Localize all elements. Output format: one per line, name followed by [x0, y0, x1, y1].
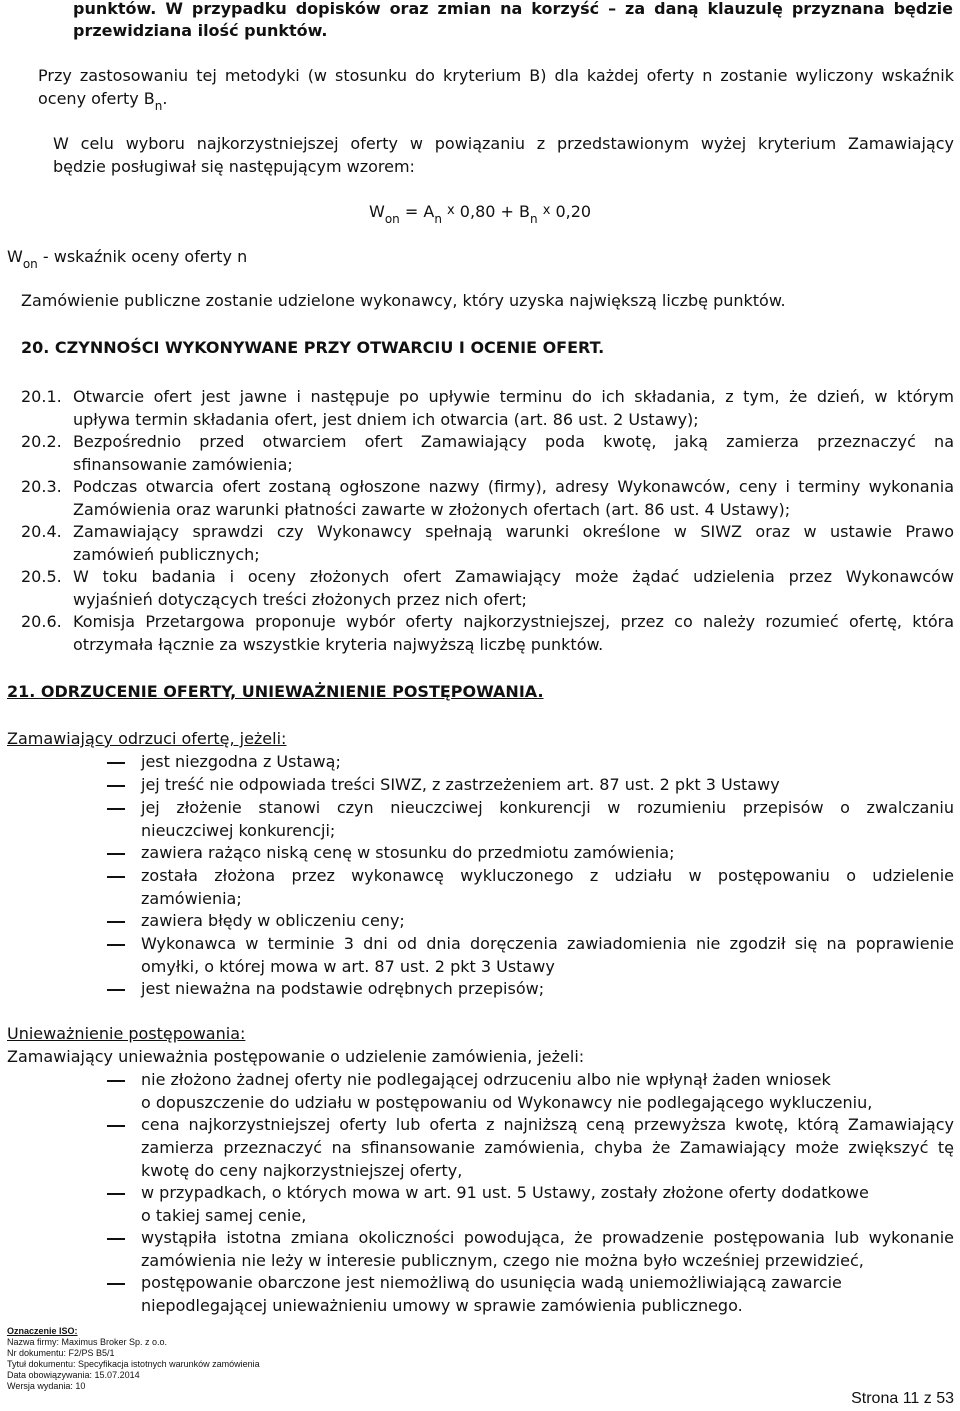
dash-bullet — [107, 921, 125, 923]
item-line: Otwarcie ofert jest jawne i następuje po upływie terminu do ich składania, z tym, że dzień, w którym — [73, 387, 954, 406]
item-line: wyjaśnień dotyczących treści złożonych przez nich ofert; — [73, 590, 527, 609]
item-line: Zamówienia oraz warunki płatności zawarte w złożonych ofertach (art. 86 ust. 4 Ustawy); — [73, 500, 791, 519]
cancel-item: niepodlegającej unieważnieniu umowy w sprawie zamówienia publicznego. — [141, 1296, 743, 1315]
reject-item: jest niezgodna z Ustawą; — [141, 752, 341, 771]
cancel-item: zamówienia nie leży w interesie publicznym, czego nie można było wcześniej przewidzieć, — [141, 1251, 864, 1270]
reject-item: jest nieważna na podstawie odrębnych przepisów; — [141, 979, 545, 998]
item-line: W toku badania i oceny złożonych ofert Zamawiający może żądać udzielenia przez Wykonawców — [73, 567, 954, 586]
reject-intro: Zamawiający odrzuci ofertę, jeżeli: — [7, 729, 287, 748]
formula: $W_{on} = A_n$ x $0,80 + B_n$ x 0,20 — [369, 202, 592, 226]
footer-valid-date: Data obowiązywania: 15.07.2014 — [7, 1370, 140, 1380]
item-line: Komisja Przetargowa proponuje wybór oferty najkorzystniejszej, przez co należy rozumieć ofertę, która — [73, 612, 954, 631]
item-line: Podczas otwarcia ofert zostaną ogłoszone nazwy (firmy), adresy Wykonawców, ceny i terminy wykonania — [73, 477, 954, 496]
item-number: 20.3. — [21, 477, 62, 496]
dash-bullet — [107, 1080, 125, 1082]
cancel-intro: Zamawiający unieważnia postępowanie o udzielenie zamówienia, jeżeli: — [7, 1047, 585, 1066]
page-number: Strona 11 z 53 — [851, 1390, 954, 1407]
dash-bullet — [107, 989, 125, 991]
reject-item: zawiera błędy w obliczeniu ceny; — [141, 911, 405, 930]
item-line: otrzymała łącznie za wszystkie kryteria najwyższą liczbę punktów. — [73, 635, 604, 654]
cancel-item: nie złożono żadnej oferty nie podlegającej odrzuceniu albo nie wpłynął żaden wniosek — [141, 1070, 831, 1089]
footer-iso-label: Oznaczenie ISO: — [7, 1326, 78, 1336]
item-line: sfinansowanie zamówienia; — [73, 455, 293, 474]
dash-bullet — [107, 944, 125, 946]
cancel-item: zamierza przeznaczyć na sfinansowanie zamówienia, chyba że Zamawiający może zwiększyć tę — [141, 1138, 954, 1157]
reject-item: została złożona przez wykonawcę wykluczonego z udziału w postępowaniu o udzielenie — [141, 866, 954, 885]
footer-doc-title: Tytuł dokumentu: Specyfikacja istotnych warunków zamówienia — [7, 1359, 260, 1369]
cancel-item: wystąpiła istotna zmiana okoliczności powodująca, że prowadzenie postępowania lub wykonanie — [141, 1228, 954, 1247]
item-line: zamówień publicznych; — [73, 545, 260, 564]
cancel-title: Unieważnienie postępowania: — [7, 1024, 246, 1043]
reject-item: zawiera rażąco niską cenę w stosunku do przedmiotu zamówienia; — [141, 843, 675, 862]
cancel-item: postępowanie obarczone jest niemożliwą do usunięcia wadą uniemożliwiającą zawarcie — [141, 1273, 842, 1292]
cancel-item: w przypadkach, o których mowa w art. 91 ust. 5 Ustawy, zostały złożone oferty dodatkowe — [141, 1183, 869, 1202]
para1-line-1: Przy zastosowaniu tej metodyki (w stosunku do kryterium B) dla każdej oferty n zostanie wyliczony wskaźnik — [38, 66, 954, 85]
formula-legend: $W_{on}$ - wskaźnik oceny oferty n — [7, 247, 248, 271]
intro-bold-line-1: punktów. W przypadku dopisków oraz zmian na korzyść – za daną klauzulę przyznana będzie — [73, 0, 953, 18]
intro-bold-line-2: przewidziana ilość punktów. — [73, 21, 328, 40]
reject-item: jej treść nie odpowiada treści SIWZ, z zastrzeżeniem art. 87 ust. 2 pkt 3 Ustawy — [141, 775, 780, 794]
footer-doc-number: Nr dokumentu: F2/PS B5/1 — [7, 1348, 115, 1358]
item-line: Zamawiający sprawdzi czy Wykonawcy spełnają warunki określone w SIWZ oraz w ustawie Prawo — [73, 522, 954, 541]
dash-bullet — [107, 785, 125, 787]
item-number: 20.2. — [21, 432, 62, 451]
item-number: 20.5. — [21, 567, 62, 586]
cancel-item: o dopuszczenie do udziału w postępowaniu od Wykonawcy nie podlegającego wykluczeniu, — [141, 1093, 873, 1112]
cancel-item: cena najkorzystniejszej oferty lub oferta z najniższą ceną przewyższa kwotę, którą Zamawiający — [141, 1115, 954, 1134]
section-21-heading: 21. ODRZUCENIE OFERTY, UNIEWAŻNIENIE POSTĘPOWANIA. — [7, 682, 544, 701]
dash-bullet — [107, 1125, 125, 1127]
reject-item: omyłki, o której mowa w art. 87 ust. 2 pkt 3 Ustawy — [141, 957, 555, 976]
footer-version: Wersja wydania: 10 — [7, 1381, 86, 1391]
para1-line-2: oceny oferty $B_n$. — [38, 89, 168, 113]
para2-line-1: W celu wyboru najkorzystniejszej oferty w powiązaniu z przedstawionym wyżej kryterium Zamawiający — [53, 134, 954, 153]
reject-item: jej złożenie stanowi czyn nieuczciwej konkurencji w rozumieniu przepisów o zwalczaniu — [141, 798, 954, 817]
dash-bullet — [107, 876, 125, 878]
para2-line-2: będzie posługiwał się następującym wzorem: — [53, 157, 415, 176]
section-20-heading: 20. CZYNNOŚCI WYKONYWANE PRZY OTWARCIU I OCENIE OFERT. — [21, 338, 605, 357]
award-line: Zamówienie publiczne zostanie udzielone wykonawcy, który uzyska największą liczbę punktów. — [21, 291, 786, 310]
dash-bullet — [107, 1238, 125, 1240]
footer-company: Nazwa firmy: Maximus Broker Sp. z o.o. — [7, 1337, 168, 1347]
item-number: 20.4. — [21, 522, 62, 541]
dash-bullet — [107, 808, 125, 810]
cancel-item: o takiej samej cenie, — [141, 1206, 307, 1225]
item-line: upływa termin składania ofert, jest dniem ich otwarcia (art. 86 ust. 2 Ustawy); — [73, 410, 699, 429]
item-number: 20.6. — [21, 612, 62, 631]
dash-bullet — [107, 853, 125, 855]
reject-item: nieuczciwej konkurencji; — [141, 821, 336, 840]
item-number: 20.1. — [21, 387, 62, 406]
reject-item: zamówienia; — [141, 889, 242, 908]
reject-item: Wykonawca w terminie 3 dni od dnia doręczenia zawiadomienia nie zgodził się na poprawienie — [141, 934, 954, 953]
dash-bullet — [107, 1193, 125, 1195]
item-line: Bezpośrednio przed otwarciem ofert Zamawiający poda kwotę, jaką zamierza przeznaczyć na — [73, 432, 954, 451]
dash-bullet — [107, 762, 125, 764]
dash-bullet — [107, 1283, 125, 1285]
cancel-item: kwotę do ceny najkorzystniejszej oferty, — [141, 1161, 463, 1180]
